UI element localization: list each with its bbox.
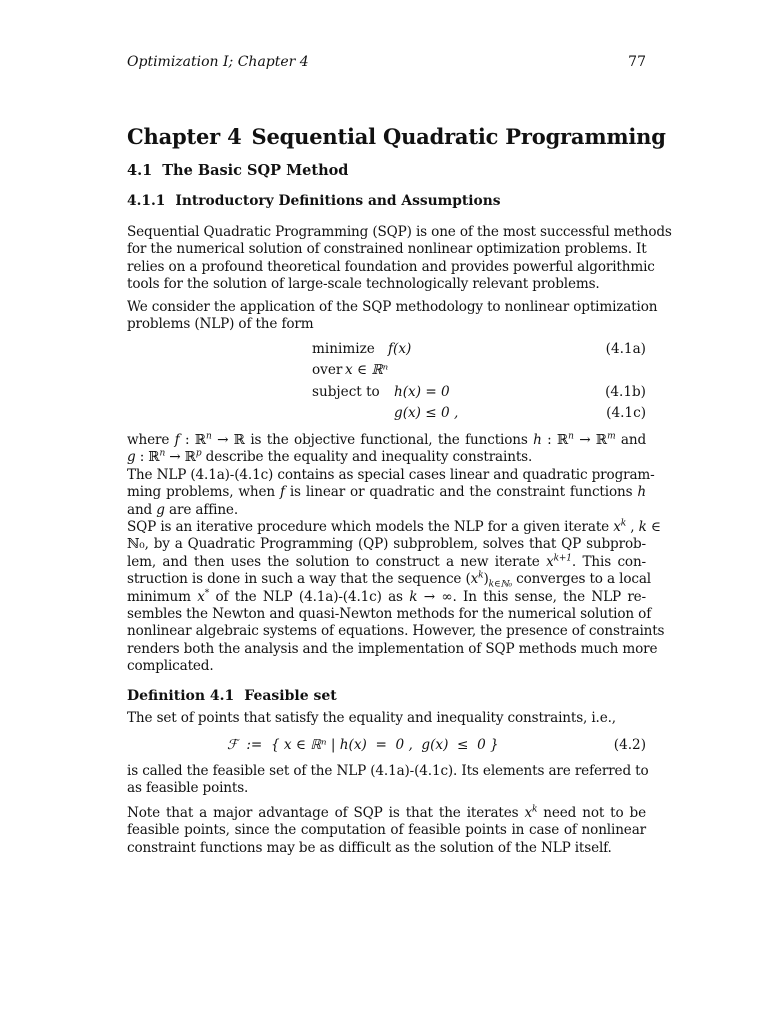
text-line: for the numerical solution of constrained nonlinear optimization problems. It [127, 241, 647, 258]
text-line: We consider the application of the SQP methodology to nonlinear optimization [127, 299, 658, 315]
equation-tag: (4.1b) [605, 384, 646, 400]
running-header [127, 54, 646, 70]
subsection-heading [127, 193, 501, 209]
section-heading [127, 162, 348, 179]
text-line: constraint functions may be as difficult as the solution of the NLP itself. [127, 839, 612, 856]
text-line: where f : ℝ$^n$ → ℝ is the objective functional, the functions h : ℝ$^n$ → ℝ$^m$ and [127, 431, 647, 448]
chapter-title [127, 124, 666, 149]
inequality-constraint: g(x) ≤ 0 , [394, 405, 459, 421]
domain-expression: x ∈ ℝⁿ [345, 362, 389, 378]
text-line: ming problems, when f is linear or quadratic and the constraint functions h [127, 484, 647, 501]
text-line: renders both the analysis and the implementation of SQP methods much more [127, 640, 658, 657]
definition-title: Feasible set [244, 688, 337, 704]
text-line: The set of points that satisfy the equality and inequality constraints, i.e., [127, 710, 616, 726]
equation-row-equality [127, 384, 646, 402]
over-keyword: over [312, 362, 343, 378]
text-line: nonlinear algebraic systems of equations. However, the presence of constraints [127, 623, 665, 640]
subject-to-keyword: subject to [312, 384, 380, 400]
definition-heading [127, 688, 337, 704]
text-line: complicated. [127, 658, 214, 675]
text-line: is called the feasible set of the NLP (4.1a)-(4.1c). Its elements are referred to [127, 763, 649, 779]
text-line: and g are affine. [127, 501, 238, 518]
page-number: 77 [628, 54, 646, 70]
chapter-name: Sequential Quadratic Programming [251, 124, 666, 149]
text-line: Note that a major advantage of SQP is that the iterates $x^k$ need not to be [127, 804, 646, 821]
advantage-paragraph [127, 805, 646, 857]
feasible-set-expression: ℱ := { x ∈ ℝⁿ | h(x) = 0 , g(x) ≤ 0 } [227, 737, 499, 753]
text-line: sembles the Newton and quasi-Newton methods for the numerical solution of [127, 606, 652, 623]
equation-row-inequality [127, 405, 646, 423]
section-number: 4.1 [127, 162, 153, 179]
equation-row-domain [127, 362, 646, 380]
running-title: Optimization I; Chapter 4 [127, 54, 309, 70]
equation-tag: (4.1a) [605, 341, 646, 357]
equation-row-objective [127, 341, 646, 359]
feasible-set-paragraph [127, 763, 649, 798]
paper-page [127, 0, 672, 1024]
nlp-intro-paragraph [127, 299, 658, 334]
minimize-keyword: minimize [312, 341, 375, 357]
text-line: ℕ₀, by a Quadratic Programming (QP) subproblem, solves that QP subprob- [127, 536, 646, 553]
objective-function: f(x) [388, 341, 412, 357]
sqp-iterative-paragraph [127, 518, 665, 676]
text-line: minimum x* of the NLP (4.1a)-(4.1c) as k → ∞. In this sense, the NLP re- [127, 588, 647, 605]
functions-paragraph [127, 431, 655, 519]
subsection-name: Introductory Definitions and Assumptions [175, 193, 501, 209]
text-line: lem, and then uses the solution to construct a new iterate $x^{k+1}$. This con- [127, 553, 646, 570]
text-line: feasible points, since the computation of feasible points in case of nonlinear [127, 822, 646, 839]
text-line: struction is done in such a way that the sequence $(x^k)_{k\in ℕ_0}$ converges to a local [127, 570, 651, 590]
text-line: Sequential Quadratic Programming (SQP) is one of the most successful methods [127, 224, 672, 240]
subsection-number: 4.1.1 [127, 193, 166, 209]
text-line: The NLP (4.1a)-(4.1c) contains as special cases linear and quadratic program- [127, 466, 655, 483]
definition-label: Definition 4.1 [127, 688, 235, 704]
text-line: relies on a profound theoretical foundation and provides powerful algorithmic [127, 258, 655, 275]
text-line: problems (NLP) of the form [127, 316, 314, 333]
text-line: SQP is an iterative procedure which models the NLP for a given iterate $x^k$ , k ∈ [127, 518, 661, 535]
chapter-label: Chapter 4 [127, 124, 242, 149]
equation-tag: (4.2) [613, 737, 646, 753]
definition-paragraph [127, 710, 646, 727]
equation-tag: (4.1c) [606, 405, 646, 421]
text-line: tools for the solution of large-scale technologically relevant problems. [127, 276, 600, 293]
text-line: g : ℝ$^n$ → ℝ$^p$ describe the equality and inequality constraints. [127, 448, 533, 466]
text-line: as feasible points. [127, 780, 249, 797]
equality-constraint: h(x) = 0 [394, 384, 450, 400]
intro-paragraph [127, 224, 672, 294]
section-name: The Basic SQP Method [162, 162, 349, 179]
equation-row-feasible-set [127, 737, 646, 755]
